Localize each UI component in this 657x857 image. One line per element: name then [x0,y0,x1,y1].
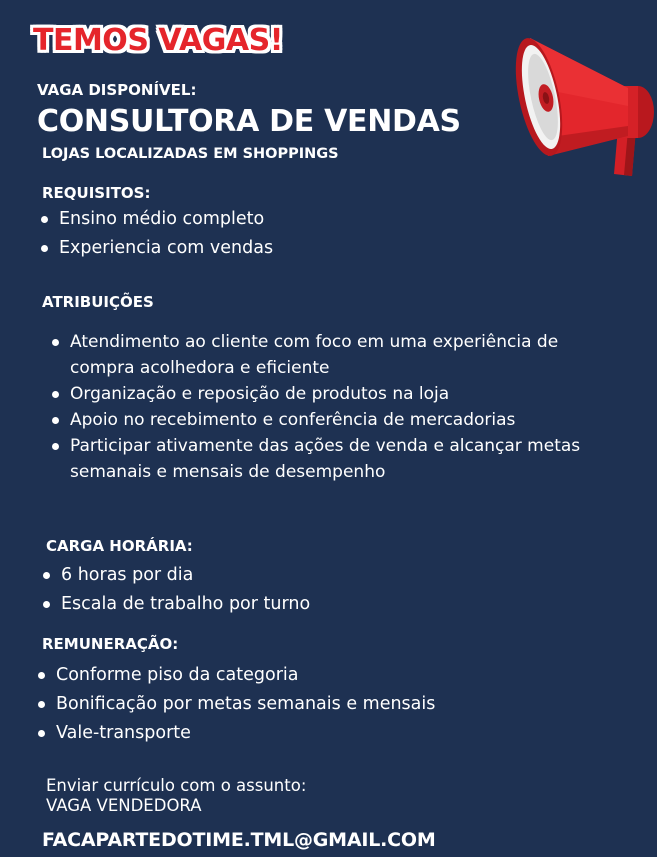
list-item: Vale-transporte [36,719,435,748]
list-item: 6 horas por dia [41,561,310,590]
send-line-code: VAGA VENDEDORA [46,796,202,815]
requirements-title: REQUISITOS: [42,184,151,202]
list-item: Ensino médio completo [39,205,273,234]
compensation-list [36,661,435,748]
vacancy-label: VAGA DISPONÍVEL: [37,81,197,99]
megaphone-icon [510,18,657,183]
send-instructions [46,776,306,816]
requirements-list [39,205,273,263]
duties-title: ATRIBUIÇÕES [42,293,154,311]
list-item: Conforme piso da categoria [36,661,435,690]
list-item: Experiencia com vendas [39,234,273,263]
list-item: Organização e reposição de produtos na loja [50,381,590,407]
schedule-list [41,561,310,619]
send-line-subject: Enviar currículo com o assunto: [46,776,307,795]
list-item: Atendimento ao cliente com foco em uma experiência de compra acolhedora e eficiente [50,329,590,381]
list-item: Bonificação por metas semanais e mensais [36,690,435,719]
schedule-title: CARGA HORÁRIA: [46,537,193,555]
list-item: Apoio no recebimento e conferência de mercadorias [50,407,590,433]
list-item: Escala de trabalho por turno [41,590,310,619]
compensation-title: REMUNERAÇÃO: [42,635,179,653]
location-text: LOJAS LOCALIZADAS EM SHOPPINGS [42,146,339,162]
hiring-banner: TEMOS VAGAS! [33,23,283,58]
list-item: Participar ativamente das ações de venda e alcançar metas semanais e mensais de desempenho [50,433,590,485]
duties-list [50,329,590,485]
contact-email[interactable]: FACAPARTEDOTIME.TML@GMAIL.COM [42,829,436,851]
job-title: CONSULTORA DE VENDAS [37,104,461,139]
